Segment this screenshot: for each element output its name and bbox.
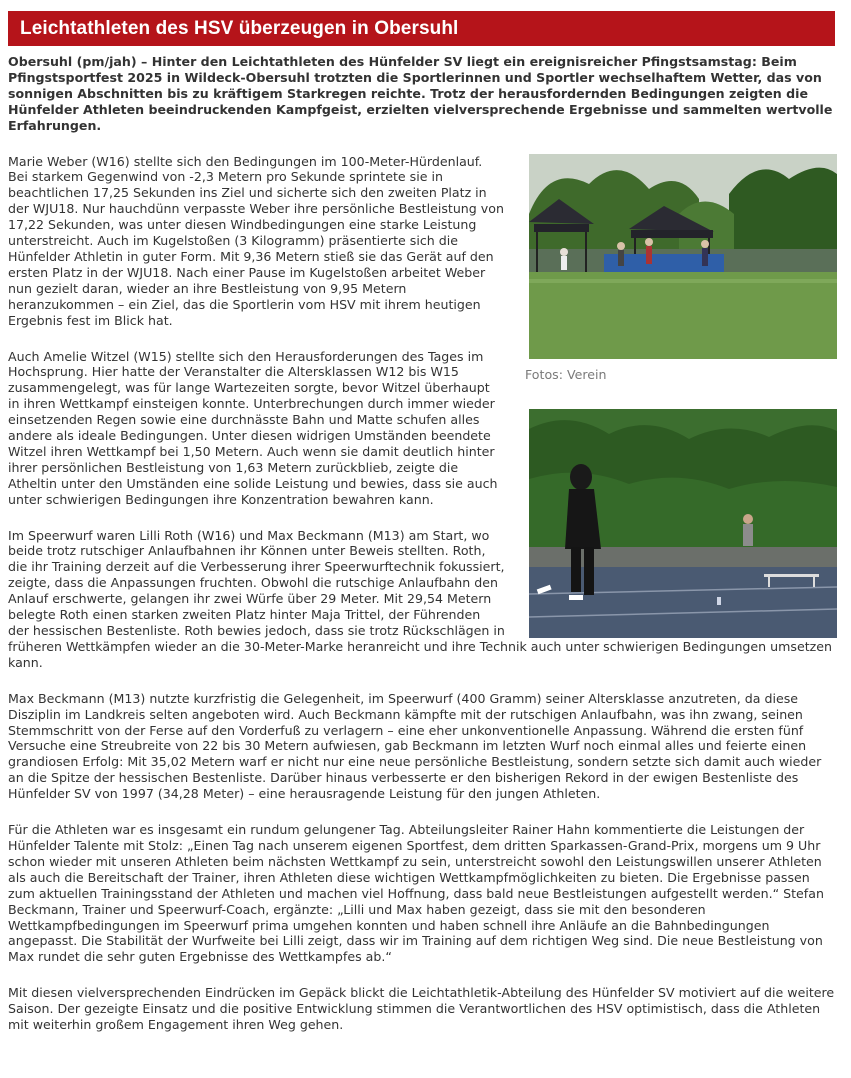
- photo-sportsfield-tents: [529, 154, 837, 359]
- photo-caption: Fotos: Verein: [525, 366, 607, 382]
- photo-column: [525, 154, 837, 638]
- paragraph-witzel: Auch Amelie Witzel (W15) stellte sich den Herausforderungen des Tages im Hochsprung. Hier hatte der Veranstalter die Altersklassen W12 bis W15 zusammengelegt, was für lange Wartezeiten sorgte, bevor Witzel überhaupt in ihren Wettkampf einsteigen konnte. Unterbrechungen durch immer wieder einsetzenden Regen sowie eine durchnässte Bahn und Matte schufen alles andere als ideale Bedingungen. Unter diesen widrigen Umständen beendete Witzel ihren Wettkampf bei 1,50 Metern. Auch wenn sie damit deutlich hinter ihrer persönlichen Bestleistung von 1,63 Metern zurückblieb, zeigte die Atheltin unter den Umständen eine solide Leistung und bewies, dass sie auch unter schwierigen Bedingungen ihre Konzentration bewahren kann.: [8, 348, 498, 507]
- paragraph-weber: Marie Weber (W16) stellte sich den Bedingungen im 100-Meter-Hürdenlauf. Bei starkem Gegenwind von -2,3 Metern pro Sekunde sprintete sie in beachtlichen 17,25 Sekunden ins Ziel und sicherte sich den zweiten Platz in der WJU18. Nur hauchdünn verpasste Weber ihre persönliche Bestleistung von 17,22 Sekunden, was unter diesen Windbedingungen eine starke Leistung unterstreicht. Auch im Kugelstoßen (3 Kilogramm) präsentierte sich die Hünfelder Athletin in guter Form. Mit 9,36 Metern stieß sie das Gerät auf den ersten Platz in der WJU18. Nach einer Pause im Kugelstoßen arbeitet Weber nun gezielt daran, wieder an ihre Bestleistung von 9,95 Metern heranzukommen – ein Ziel, das die Sportlerin vom HSV mit ihrem heutigen Ergebnis fest im Blick hat.: [8, 153, 504, 328]
- article-title: Leichtathleten des HSV überzeugen in Obersuhl: [20, 17, 459, 39]
- paragraph-tagesbilanz: Für die Athleten war es insgesamt ein rundum gelungener Tag. Abteilungsleiter Rainer Hahn kommentierte die Leistungen der Hünfelder Talente mit Stolz: „Einen Tag nach unserem eigenen Sportfest, dem dritten Sparkassen-Grand-Prix, morgens um 9 Uhr schon wieder mit unseren Athleten beim nächsten Wettkampf zu sein, unterstreicht sowohl den Leistungswillen unserer Athleten als auch die Bereitschaft der Trainer, ihren Athleten diese wichtigen Wettkampfmöglichkeiten zu bieten. Die Ergebnisse passen zum aktuellen Trainingsstand der Athleten und machen viel Hoffnung, dass bald neue Bestleistungen aufgestellt werden.“ Stefan Beckmann, Trainer und Speerwurf-Coach, ergänzte: „Lilli und Max haben gezeigt, dass sie mit den besonderen Wettkampfbedingungen im Speerwurf prima umgehen konnten und haben schnell ihre Anläufe an die Bahnbedingungen angepasst. Die Stabilität der Wurfweite bei Lilli zeigt, dass wir im Training auf dem richtigen Weg sind. Die neue Bestleistung von Max rundet die sehr guten Ergebnisse des Wettkampfes ab.“: [8, 822, 824, 965]
- paragraph-speerwurf-text: Im Speerwurf waren Lilli Roth (W16) und Max Beckmann (M13) am Start, wo beide trotz rutschiger Anlaufbahnen ihr Können unter Beweis stellten. Roth, die ihr Training derzeit auf die Verbesserung ihrer Speerwurftechnik fokussiert, zeigte, dass die Anpassungen fruchten. Obwohl die rutschige Anlaufbahn den Anlauf erschwerte, gelangen ihr zwei Würfe über 29 Meter. Mit 29,54 Metern belegte Roth einen starken zweiten Platz hinter Maja Trittel, der Führenden der hessischen Bestenliste. Roth bewies jedoch, dass sie trotz Rückschlägen in früheren Wettkämpfen wieder an die 30-Meter-Marke heranreicht und ihre Technik auch unter schwierigen Bedingungen umsetzen kann.: [8, 527, 832, 670]
- paragraph-beckmann: Max Beckmann (M13) nutzte kurzfristig die Gelegenheit, im Speerwurf (400 Gramm) seiner Altersklasse anzutreten, da diese Disziplin im Landkreis selten angeboten wird. Auch Beckmann kämpfte mit der rutschigen Anlaufbahn, was ihn zwang, seinen Stemmschritt von der Ferse auf den Vorderfuß zu verlagern – eine eher unkonventionelle Anpassung. Während die ersten fünf Versuche eine Streubreite von 22 bis 30 Metern aufwiesen, gab Beckmann im letzten Wurf noch einmal alles und feierte einen grandiosen Erfolg: Mit 35,02 Metern warf er nicht nur eine neue persönliche Bestleistung, sondern setzte sich damit auch wieder an die Spitze der hessischen Bestenliste. Darüber hinaus verbesserte er den bisherigen Rekord in der ewigen Bestenliste des Hünfelder SV von 1997 (34,28 Meter) – eine herausragende Leistung für den jungen Athleten.: [8, 690, 822, 802]
- article: [8, 11, 835, 1033]
- article-title-bar: [8, 11, 835, 46]
- article-lead: Obersuhl (pm/jah) – Hinter den Leichtathleten des Hünfelder SV liegt ein ereignisreicher Pfingstsamstag: Beim Pfingstsportfest 2025 in Wildeck-Obersuhl trotzten die Sportlerinnen und Sportler wechselhaftem Wetter, das von sonnigen Abschnitten bis zu kräftigem Starkregen reichte. Trotz der herausfordernden Bedingungen zeigten die Hünfelder Athleten beeindruckenden Kampfgeist, erzielten vielversprechende Ergebnisse und sammelten wertvolle Erfahrungen.: [8, 54, 833, 133]
- article-body: [8, 154, 835, 671]
- photo-athlete-track: [529, 409, 837, 638]
- paragraph-ausblick: Mit diesen vielversprechenden Eindrücken im Gepäck blickt die Leichtathletik-Abteilung des Hünfelder SV motiviert auf die weitere Saison. Der gezeigte Einsatz und die positive Entwicklung stimmen die Verantwortlichen des HSV optimistisch, dass die Athleten mit weiterhin großem Engagement ihren Weg gehen.: [8, 985, 835, 1033]
